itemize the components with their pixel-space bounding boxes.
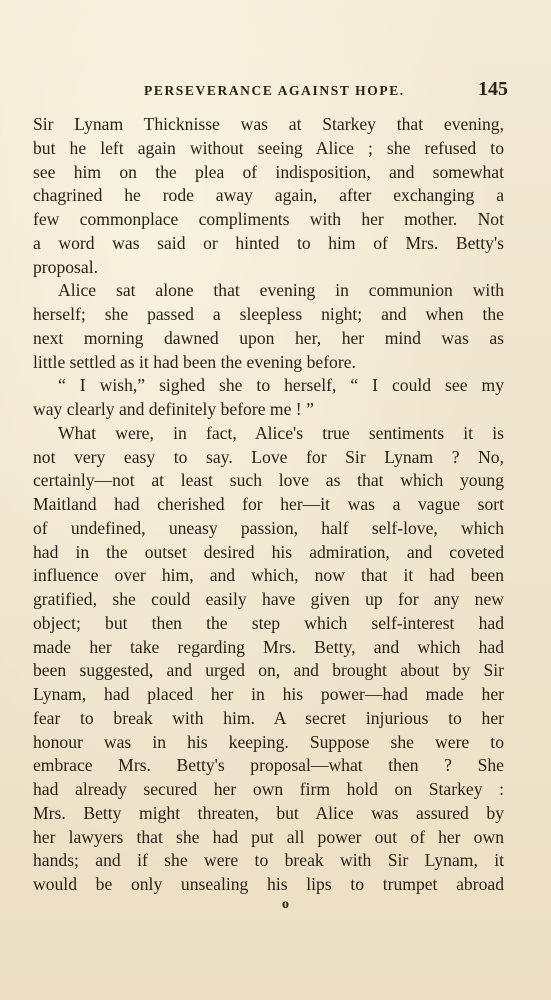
text-line: embrace Mrs. Betty's proposal—what then ? She bbox=[33, 755, 504, 776]
text-line: proposal. bbox=[33, 256, 98, 277]
text-line: a word was said or hinted to him of Mrs. Betty's bbox=[33, 232, 504, 253]
text-line: What were, in fact, Alice's true sentiments it is bbox=[58, 422, 504, 443]
text-line: made her take regarding Mrs. Betty, and which had bbox=[33, 636, 504, 657]
text-line: herself; she passed a sleepless night; and when the bbox=[33, 304, 504, 324]
page-header bbox=[120, 80, 520, 104]
text-line: not very easy to say. Love for Sir Lynam ? No, bbox=[33, 446, 504, 467]
text-line: honour was in his keeping. Suppose she were to bbox=[33, 731, 504, 752]
running-title: PERSEVERANCE AGAINST HOPE. bbox=[144, 83, 405, 98]
text-line: Maitland had cherished for her—it was a vague sort bbox=[33, 494, 504, 514]
text-line: Sir Lynam Thicknisse was at Starkey that evening, bbox=[33, 114, 504, 134]
body-text bbox=[33, 113, 504, 897]
text-line: her lawyers that she had put all power out of her own bbox=[33, 826, 504, 847]
text-line: influence over him, and which, now that it had been bbox=[33, 565, 504, 586]
text-line: Alice sat alone that evening in communion with bbox=[58, 280, 504, 301]
text-line: chagrined he rode away again, after exchanging a bbox=[33, 185, 504, 206]
text-line: “ I wish,” sighed she to herself, “ I could see my bbox=[58, 375, 504, 396]
text-line: little settled as it had been the evening before. bbox=[33, 351, 356, 372]
text-line: would be only unsealing his lips to trumpet abroad bbox=[33, 874, 504, 894]
text-line: next morning dawned upon her, her mind was as bbox=[33, 327, 504, 348]
text-line: had in the outset desired his admiration, and coveted bbox=[33, 541, 504, 562]
signature-mark: o bbox=[282, 897, 289, 912]
page-number: 145 bbox=[478, 78, 508, 100]
text-line: few commonplace compliments with her mother. Not bbox=[33, 209, 504, 229]
text-line: Mrs. Betty might threaten, but Alice was assured by bbox=[33, 802, 504, 823]
text-line: been suggested, and urged on, and brought about by Sir bbox=[33, 660, 504, 681]
text-line: object; but then the step which self-interest had bbox=[33, 612, 504, 633]
text-line: see him on the plea of indisposition, and somewhat bbox=[33, 161, 504, 182]
text-line: fear to break with him. A secret injurious to her bbox=[33, 707, 504, 728]
text-line: Lynam, had placed her in his power—had made her bbox=[33, 684, 504, 704]
text-line: certainly—not at least such love as that which young bbox=[33, 470, 504, 491]
text-line: way clearly and definitely before me ! ” bbox=[33, 399, 314, 419]
text-line: but he left again without seeing Alice ; she refused to bbox=[33, 137, 504, 158]
text-line: gratified, she could easily have given up for any new bbox=[33, 589, 504, 609]
text-line: of undefined, uneasy passion, half self-love, which bbox=[33, 517, 504, 538]
text-line: hands; and if she were to break with Sir Lynam, it bbox=[33, 850, 504, 871]
text-line: had already secured her own firm hold on Starkey : bbox=[33, 779, 504, 799]
